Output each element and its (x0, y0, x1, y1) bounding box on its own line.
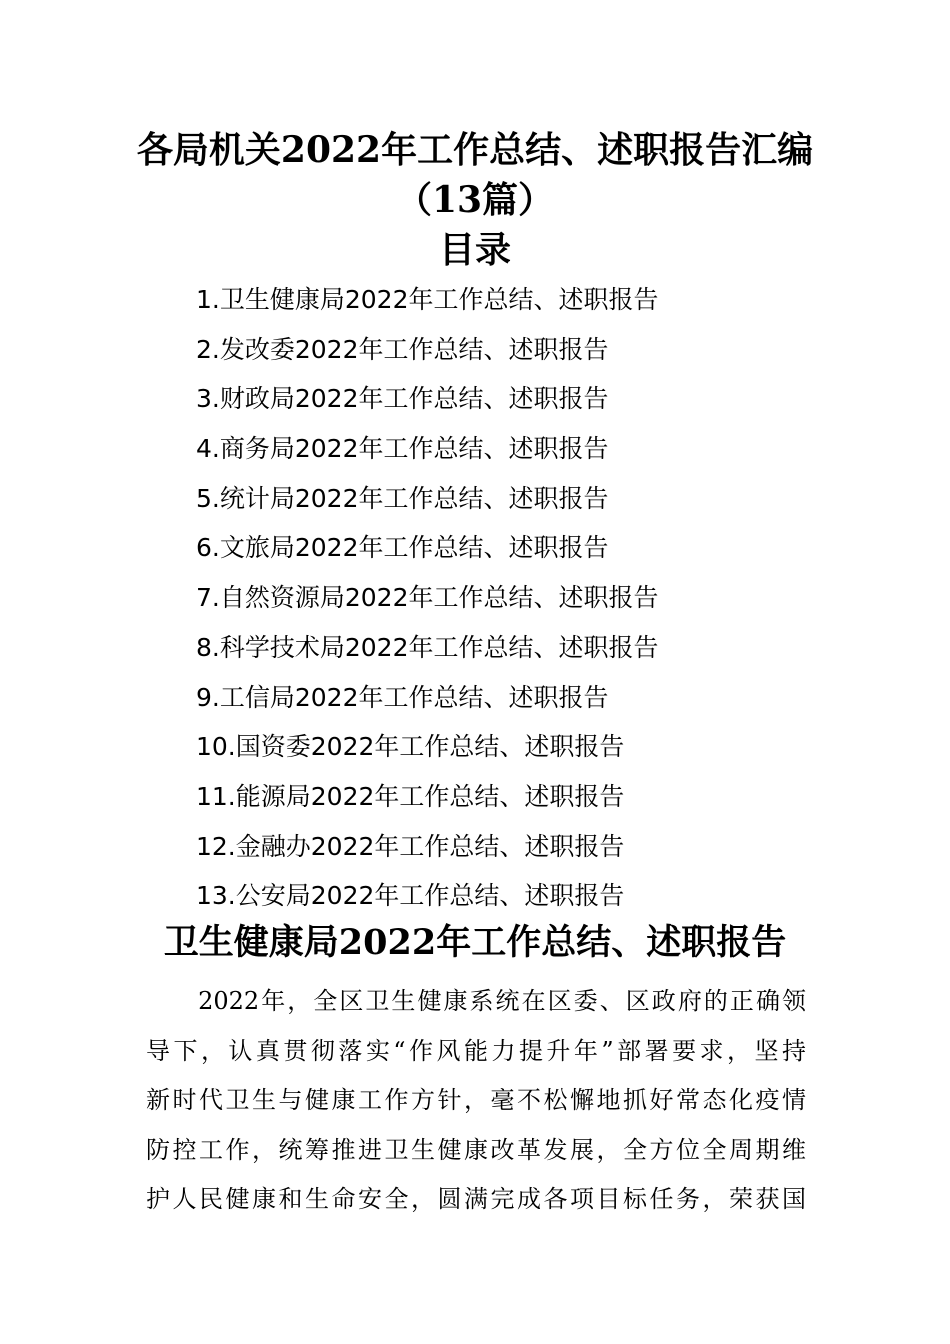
toc-item[interactable]: 13.公安局2022年工作总结、述职报告 (196, 881, 625, 911)
toc-item[interactable]: 9.工信局2022年工作总结、述职报告 (196, 682, 609, 712)
paragraph-line: 防控工作，统筹推进卫生健康改革发展，全方位全周期维 (146, 1135, 806, 1164)
document-title-count: （13篇） (395, 179, 555, 221)
toc-heading: 目录 (438, 229, 511, 271)
toc-item[interactable]: 2.发改委2022年工作总结、述职报告 (196, 334, 609, 364)
toc-item[interactable]: 8.科学技术局2022年工作总结、述职报告 (196, 632, 659, 662)
document-title: 各局机关2022年工作总结、述职报告汇编 (136, 129, 814, 171)
toc-item[interactable]: 4.商务局2022年工作总结、述职报告 (196, 434, 609, 464)
toc-item[interactable]: 10.国资委2022年工作总结、述职报告 (196, 732, 625, 762)
paragraph-line: 2022年，全区卫生健康系统在区委、区政府的正确领 (146, 987, 806, 1015)
toc-item[interactable]: 1.卫生健康局2022年工作总结、述职报告 (196, 285, 659, 314)
toc-item[interactable]: 6.文旅局2022年工作总结、述职报告 (196, 533, 609, 563)
toc-item[interactable]: 3.财政局2022年工作总结、述职报告 (196, 384, 609, 414)
section-title: 卫生健康局2022年工作总结、述职报告 (163, 922, 787, 963)
table-of-contents (196, 275, 658, 921)
paragraph-line: 护人民健康和生命安全，圆满完成各项目标任务，荣获国 (146, 1185, 806, 1214)
toc-item[interactable]: 7.自然资源局2022年工作总结、述职报告 (196, 583, 659, 613)
section-body-paragraph (146, 977, 806, 1225)
paragraph-line: 新时代卫生与健康工作方针，毫不松懈地抓好常态化疫情 (146, 1086, 806, 1115)
toc-item[interactable]: 5.统计局2022年工作总结、述职报告 (196, 483, 609, 513)
toc-item[interactable]: 11.能源局2022年工作总结、述职报告 (196, 781, 625, 811)
toc-item[interactable]: 12.金融办2022年工作总结、述职报告 (196, 831, 625, 861)
paragraph-line: 导下，认真贯彻落实“作风能力提升年”部署要求，坚持 (146, 1036, 806, 1065)
